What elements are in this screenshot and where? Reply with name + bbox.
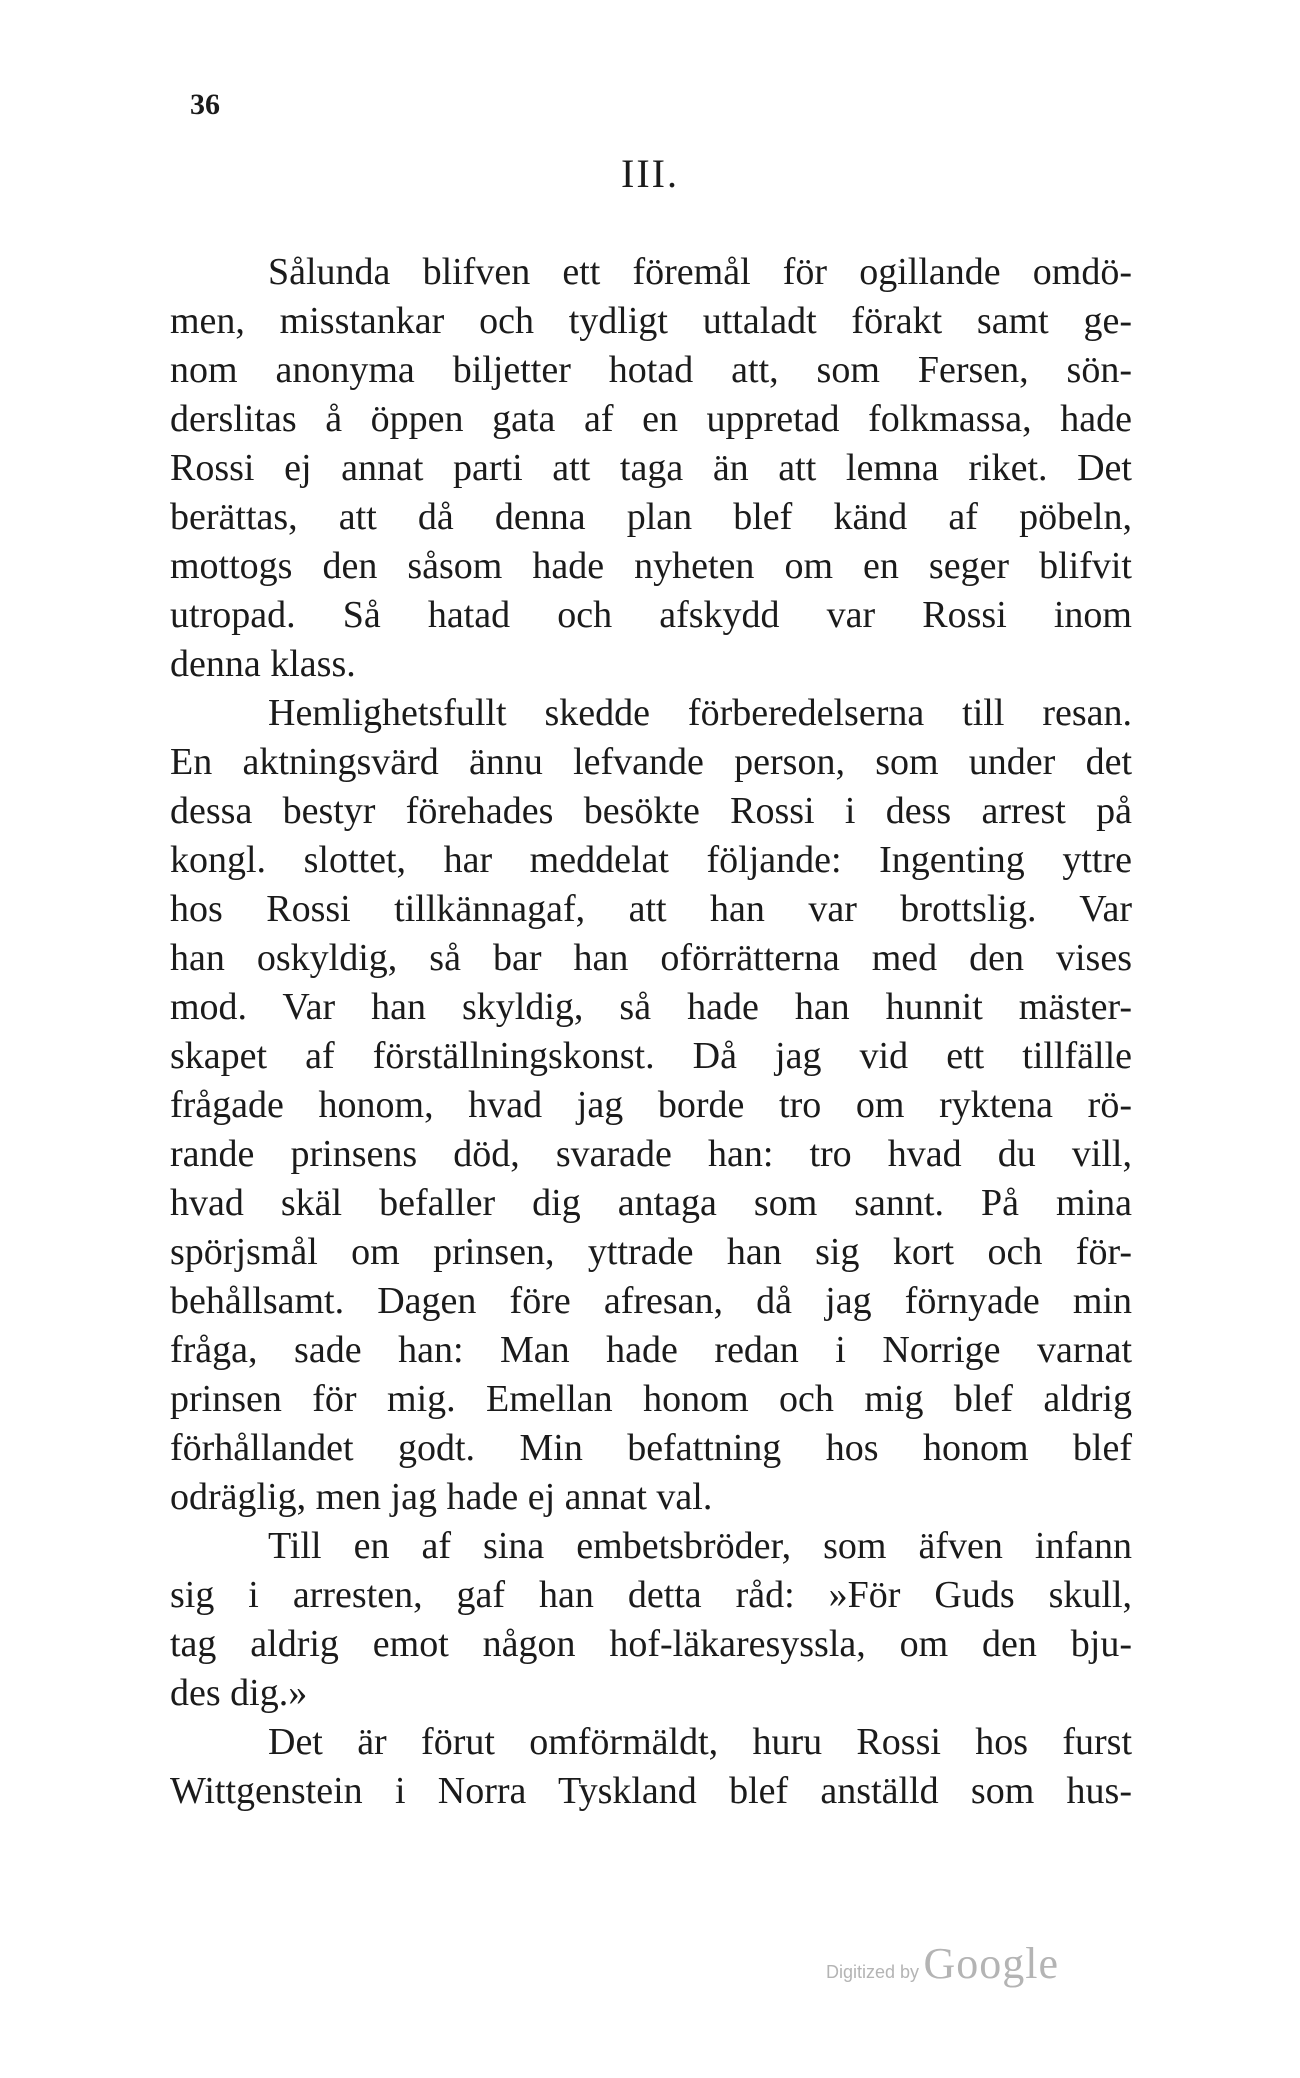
- text-line: rande prinsens död, svarade han: tro hvad du vill,: [170, 1133, 1132, 1175]
- text-line: des dig.»: [170, 1672, 308, 1714]
- text-line: skapet af förställningskonst. Då jag vid ett tillfälle: [170, 1035, 1132, 1077]
- text-line: berättas, att då denna plan blef känd af pöbeln,: [170, 496, 1132, 538]
- text-line: Till en af sina embetsbröder, som äfven infann: [268, 1525, 1132, 1567]
- text-line: förhållandet godt. Min befattning hos honom blef: [170, 1427, 1132, 1469]
- text-line: fråga, sade han: Man hade redan i Norrige varnat: [170, 1329, 1132, 1371]
- text-line: behållsamt. Dagen före afresan, då jag förnyade min: [170, 1280, 1132, 1322]
- text-line: tag aldrig emot någon hof-läkaresyssla, om den bju-: [170, 1623, 1132, 1665]
- text-line: Rossi ej annat parti att taga än att lemna riket. Det: [170, 447, 1132, 489]
- watermark-brand: Google: [923, 1939, 1060, 1988]
- text-line: mottogs den såsom hade nyheten om en seger blifvit: [170, 545, 1132, 587]
- chapter-heading: III.: [621, 151, 679, 196]
- text-line: En aktningsvärd ännu lefvande person, som under det: [170, 741, 1132, 783]
- text-line: Det är förut omförmäldt, huru Rossi hos furst: [268, 1721, 1132, 1763]
- text-line: han oskyldig, så bar han oförrätterna med den vises: [170, 937, 1132, 979]
- text-line: dessa bestyr förehades besökte Rossi i dess arrest på: [170, 790, 1132, 832]
- text-line: Wittgenstein i Norra Tyskland blef anställd som hus-: [170, 1770, 1132, 1812]
- page-number: 36: [190, 88, 220, 121]
- text-line: spörjsmål om prinsen, yttrade han sig kort och för-: [170, 1231, 1132, 1273]
- text-line: sig i arresten, gaf han detta råd: »För Guds skull,: [170, 1574, 1132, 1616]
- text-line: frågade honom, hvad jag borde tro om ryktena rö-: [170, 1084, 1132, 1126]
- text-line: men, misstankar och tydligt uttaladt förakt samt ge-: [170, 300, 1132, 342]
- text-line: odräglig, men jag hade ej annat val.: [170, 1476, 713, 1518]
- text-line: kongl. slottet, har meddelat följande: Ingenting yttre: [170, 839, 1132, 881]
- text-line: utropad. Så hatad och afskydd var Rossi inom: [170, 594, 1132, 636]
- text-line: mod. Var han skyldig, så hade han hunnit mäster-: [170, 986, 1132, 1028]
- text-line: derslitas å öppen gata af en uppretad folkmassa, hade: [170, 398, 1132, 440]
- text-line: denna klass.: [170, 643, 356, 685]
- text-line: hos Rossi tillkännagaf, att han var brottslig. Var: [170, 888, 1132, 930]
- watermark-prefix: Digitized by: [826, 1962, 920, 1982]
- text-line: Sålunda blifven ett föremål för ogillande omdö-: [268, 251, 1132, 293]
- text-line: Hemlighetsfullt skedde förberedelserna till resan.: [268, 692, 1132, 734]
- text-line: prinsen för mig. Emellan honom och mig blef aldrig: [170, 1378, 1132, 1420]
- body-text: [170, 248, 1132, 1816]
- digitized-watermark: [826, 1938, 1059, 1989]
- text-line: nom anonyma biljetter hotad att, som Fersen, sön-: [170, 349, 1132, 391]
- text-line: hvad skäl befaller dig antaga som sannt. På mina: [170, 1182, 1132, 1224]
